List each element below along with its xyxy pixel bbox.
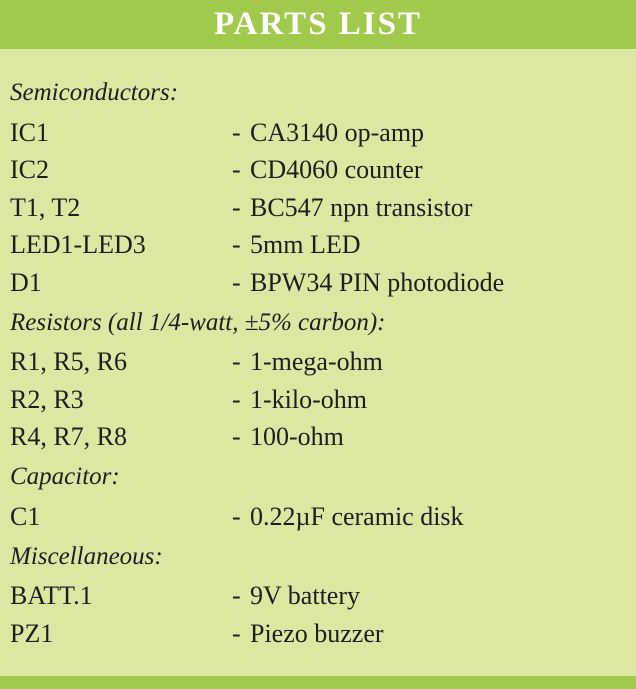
- part-desc: Piezo buzzer: [250, 618, 384, 648]
- part-ref: T1, T2: [10, 192, 81, 222]
- part-row: [10, 264, 624, 302]
- part-row: [10, 189, 624, 227]
- dash-separator: -: [232, 117, 241, 147]
- part-desc: CA3140 op-amp: [250, 117, 425, 147]
- dash-separator: -: [232, 501, 241, 531]
- dash-separator: -: [232, 347, 241, 377]
- part-desc: BC547 npn transistor: [250, 192, 473, 222]
- part-row: [10, 615, 624, 653]
- part-row: [10, 227, 624, 265]
- parts-list-body: [0, 49, 636, 653]
- dash-separator: -: [232, 230, 241, 260]
- section-heading: Semiconductors:: [10, 79, 179, 106]
- part-desc: 5mm LED: [250, 230, 361, 260]
- part-ref: BATT.1: [10, 581, 93, 611]
- part-ref: D1: [10, 267, 42, 297]
- part-row: [10, 578, 624, 616]
- dash-separator: -: [232, 618, 241, 648]
- section-heading: Miscellaneous:: [10, 542, 163, 570]
- part-ref: LED1-LED3: [10, 230, 146, 260]
- dash-separator: -: [232, 384, 241, 414]
- part-desc: 100-ohm: [250, 422, 344, 452]
- part-desc: 0.22µF ceramic disk: [250, 501, 464, 531]
- part-row: [10, 114, 624, 152]
- part-row: [10, 381, 624, 419]
- part-ref: IC1: [10, 117, 49, 147]
- dash-separator: -: [232, 267, 241, 297]
- part-row: [10, 152, 624, 190]
- dash-separator: -: [232, 192, 241, 222]
- page-title: PARTS LIST: [213, 6, 423, 42]
- dash-separator: -: [232, 581, 241, 611]
- section-heading: Resistors (all 1/4-watt, ±5% carbon):: [10, 308, 386, 336]
- part-desc: 1-kilo-ohm: [250, 384, 367, 414]
- parts-list-footer: [0, 676, 636, 689]
- part-row: [10, 419, 624, 457]
- part-row: [10, 344, 624, 382]
- part-ref: R1, R5, R6: [10, 347, 128, 377]
- part-ref: R4, R7, R8: [10, 422, 128, 452]
- part-desc: 1-mega-ohm: [250, 347, 383, 377]
- part-ref: R2, R3: [10, 384, 84, 414]
- part-desc: BPW34 PIN photodiode: [250, 267, 505, 297]
- parts-list-header: [0, 0, 636, 49]
- part-ref: IC2: [10, 155, 49, 185]
- part-ref: C1: [10, 501, 41, 531]
- dash-separator: -: [232, 155, 241, 185]
- section-heading: Capacitor:: [10, 463, 120, 490]
- part-row: [10, 498, 624, 536]
- part-ref: PZ1: [10, 618, 54, 648]
- dash-separator: -: [232, 422, 241, 452]
- part-desc: CD4060 counter: [250, 155, 423, 185]
- part-desc: 9V battery: [250, 581, 360, 611]
